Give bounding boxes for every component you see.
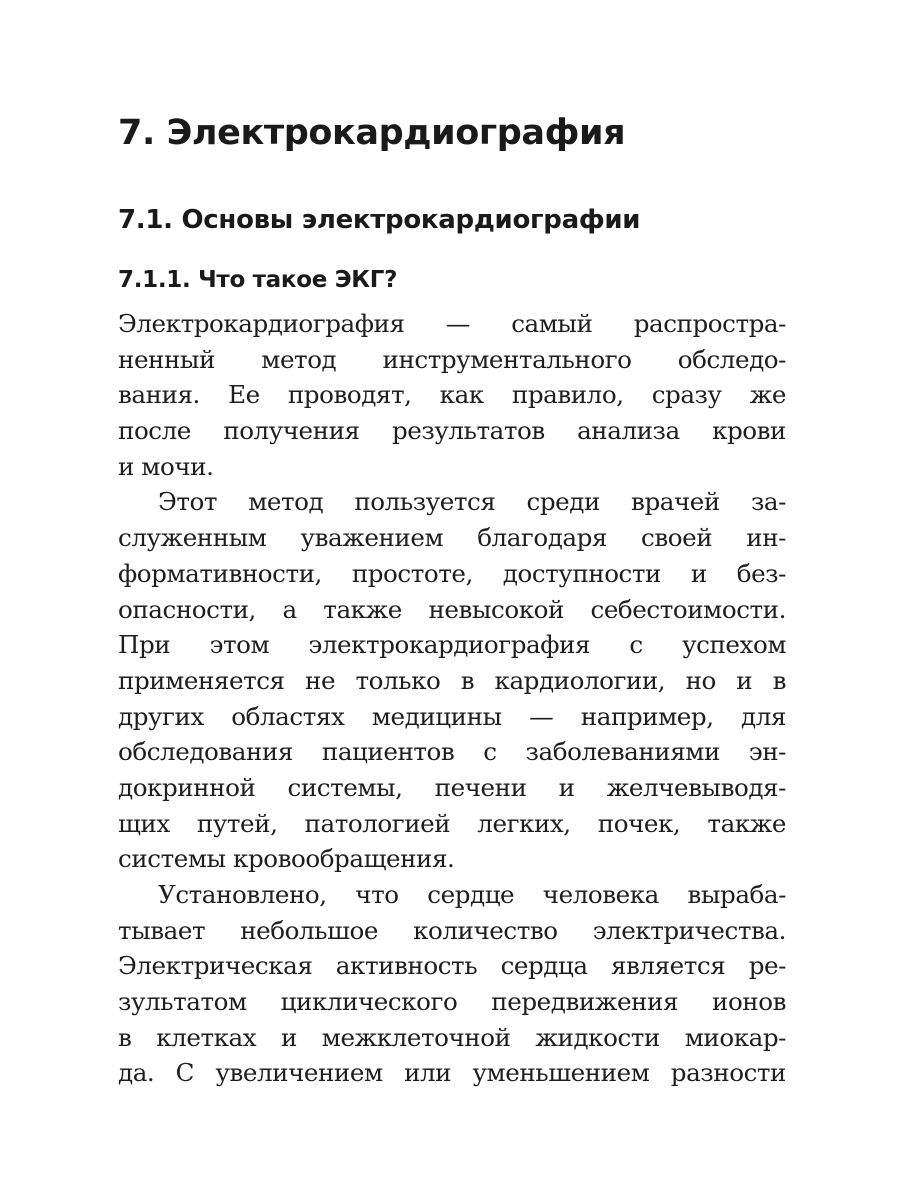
text-line: других областях медицины — например, для bbox=[118, 701, 786, 731]
paragraph-2 bbox=[118, 484, 786, 877]
text-line: и мочи. bbox=[118, 451, 214, 481]
text-line: да. С увеличением или уменьшением разности bbox=[118, 1058, 786, 1088]
text-line: Этот метод пользуется среди врачей за- bbox=[158, 487, 786, 517]
text-line: в клетках и межклеточной жидкости миокар- bbox=[118, 1022, 786, 1052]
text-line: применяется не только в кардиологии, но и в bbox=[118, 665, 786, 695]
text-line: тывает небольшое количество электричества. bbox=[118, 915, 786, 945]
paragraph-1 bbox=[118, 306, 786, 484]
text-line: докринной системы, печени и желчевыводя- bbox=[118, 772, 786, 802]
text-line: ненный метод инструментального обследо- bbox=[118, 344, 786, 374]
text-line: При этом электрокардиография с успехом bbox=[118, 630, 786, 660]
section-title: 7.1. Основы электрокардиографии bbox=[118, 205, 641, 235]
text-line: после получения результатов анализа крови bbox=[118, 416, 786, 446]
text-line: щих путей, патологией легких, почек, также bbox=[118, 808, 786, 838]
text-line: Установлено, что сердце человека выраба- bbox=[158, 880, 786, 909]
chapter-title: 7. Электрокардиография bbox=[118, 113, 626, 153]
text-line: Электрокардиография — самый распростра- bbox=[118, 309, 786, 338]
text-line: системы кровообращения. bbox=[118, 844, 455, 874]
text-line: опасности, а также невысокой себестоимости. bbox=[118, 594, 786, 624]
text-line: служенным уважением благодаря своей ин- bbox=[118, 523, 786, 553]
paragraph-3 bbox=[118, 877, 786, 1091]
text-line: формативности, простоте, доступности и без- bbox=[118, 558, 786, 588]
text-line: зультатом циклического передвижения ионов bbox=[118, 987, 786, 1017]
text-line: обследования пациентов с заболеваниями эн- bbox=[118, 737, 786, 767]
text-line: Электрическая активность сердца является ре- bbox=[118, 951, 786, 981]
body-text bbox=[118, 306, 786, 1091]
subsection-title: 7.1.1. Что такое ЭКГ? bbox=[118, 267, 398, 293]
text-line: вания. Ее проводят, как правило, сразу же bbox=[118, 380, 786, 410]
